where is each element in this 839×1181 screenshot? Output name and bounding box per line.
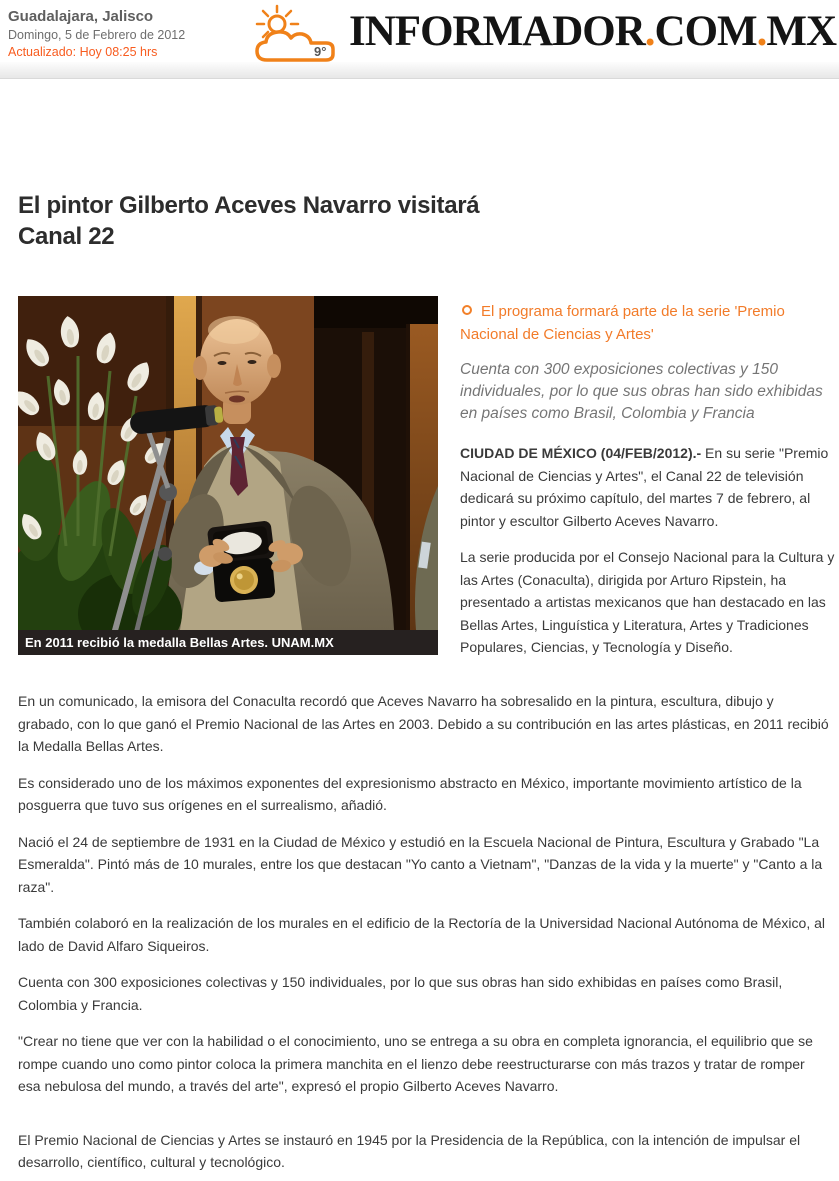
article-body [18,690,830,1181]
kicker [460,300,837,346]
dateline: CIUDAD DE MÉXICO (04/FEB/2012).- [460,445,702,461]
logo-dot-icon: . [756,8,767,55]
article-paragraph: En un comunicado, la emisora del Conaculta recordó que Aceves Navarro ha sobresalido en la pintura, escultura, dibujo y grabado, con lo que ganó el Premio Nacional de las Artes en 2003. Debido a su contribución en las artes plásticas, en 2011 recibió la Medalla Bellas Artes. [18,693,829,754]
logo-text-mx: MX [766,8,836,55]
title-line-2: Canal 22 [18,223,115,250]
article-paragraph: Es considerado uno de los máximos exponentes del expresionismo abstracto en México, importante movimiento artístico de la posguerra que tuvo sus orígenes en el surrealismo, añadió. [18,774,802,813]
weather-icon [247,2,342,66]
article-paragraph: Nació el 24 de septiembre de 1931 en la Ciudad de México y estudió en la Escuela Nacional de Pintura, Escultura y Grabado "La Esmeralda". Pintó más de 10 murales, entre los que destacan "Yo canto a Vietnam", "Danzas de la vida y la muerte" y "Canto a la raza". [18,833,823,895]
date-label: Domingo, 5 de Febrero de 2012 [8,28,186,42]
updated-label: Actualizado: Hoy 08:25 hrs [8,45,158,59]
intro-paragraph [460,442,837,532]
location-label: Guadalajara, Jalisco [8,8,154,25]
header-location-block [8,8,185,59]
article-paragraph: Cuenta con 300 exposiciones colectivas y 150 individuales, por lo que sus obras han sido exhibidas en países como Brasil, Colombia y Francia. [18,974,783,1013]
title-line-1: El pintor Gilberto Aceves Navarro visitará [18,192,480,219]
intro-text: En su serie "Premio Nacional de Ciencias y Artes", el Canal 22 de televisión dedicará su próximo capítulo, del martes 7 de febrero, al pintor y escultor Gilberto Aceves Navarro. [460,445,829,529]
header-divider-bar [0,62,839,79]
logo-text-com: COM [654,8,757,55]
photo-caption: En 2011 recibió la medalla Bellas Artes. UNAM.MX [18,630,438,655]
article-lede: Cuenta con 300 exposiciones colectivas y 150 individuales, por lo que sus obras han sido exhibidas en países como Brasil, Colombia y Francia [460,361,823,422]
article-paragraph: "Crear no tiene que ver con la habilidad o el conocimiento, uno se entrega a su obra en completa ignorancia, el equilibrio que se rompe cuando uno como pintor coloca la primera manchita en el lienzo debe reestructurarse con más trazos y tratar de romper esa nebulosa del mundo, a través del arte", expresó el propio Gilberto Aceves Navarro. [18,1033,813,1094]
temperature-label: 9° [314,44,327,59]
bullet-icon [462,305,472,315]
article-paragraph: También colaboró en la realización de los murales en el edificio de la Rectoría de la Universidad Nacional Autónoma de México, al lado de David Alfaro Siqueiros. [18,915,826,954]
weather-widget[interactable] [247,2,342,66]
article-summary-column [460,300,837,673]
article-photo-illustration [18,296,438,630]
article-paragraph: La serie producida por el Consejo Nacional para la Cultura y las Artes (Conaculta), dirigida por Arturo Ripstein, ha presentado a artistas mexicanos que han destacado en las Bellas Artes, Linguística y Literatura, Artes y Tradiciones Populares, Ciencias, y Tecnología y Diseño. [460,549,835,655]
page-title [18,190,479,252]
site-logo[interactable] [349,10,836,53]
logo-text: INFORMADOR [349,8,645,55]
article-photo [18,296,438,655]
kicker-text: El programa formará parte de la serie 'Premio Nacional de Ciencias y Artes' [460,303,785,343]
article-paragraph: El Premio Nacional de Ciencias y Artes se instauró en 1945 por la Presidencia de la República, con la intención de impulsar el desarrollo, científico, cultural y tecnológico. [18,1131,801,1170]
logo-dot-icon: . [644,8,655,55]
